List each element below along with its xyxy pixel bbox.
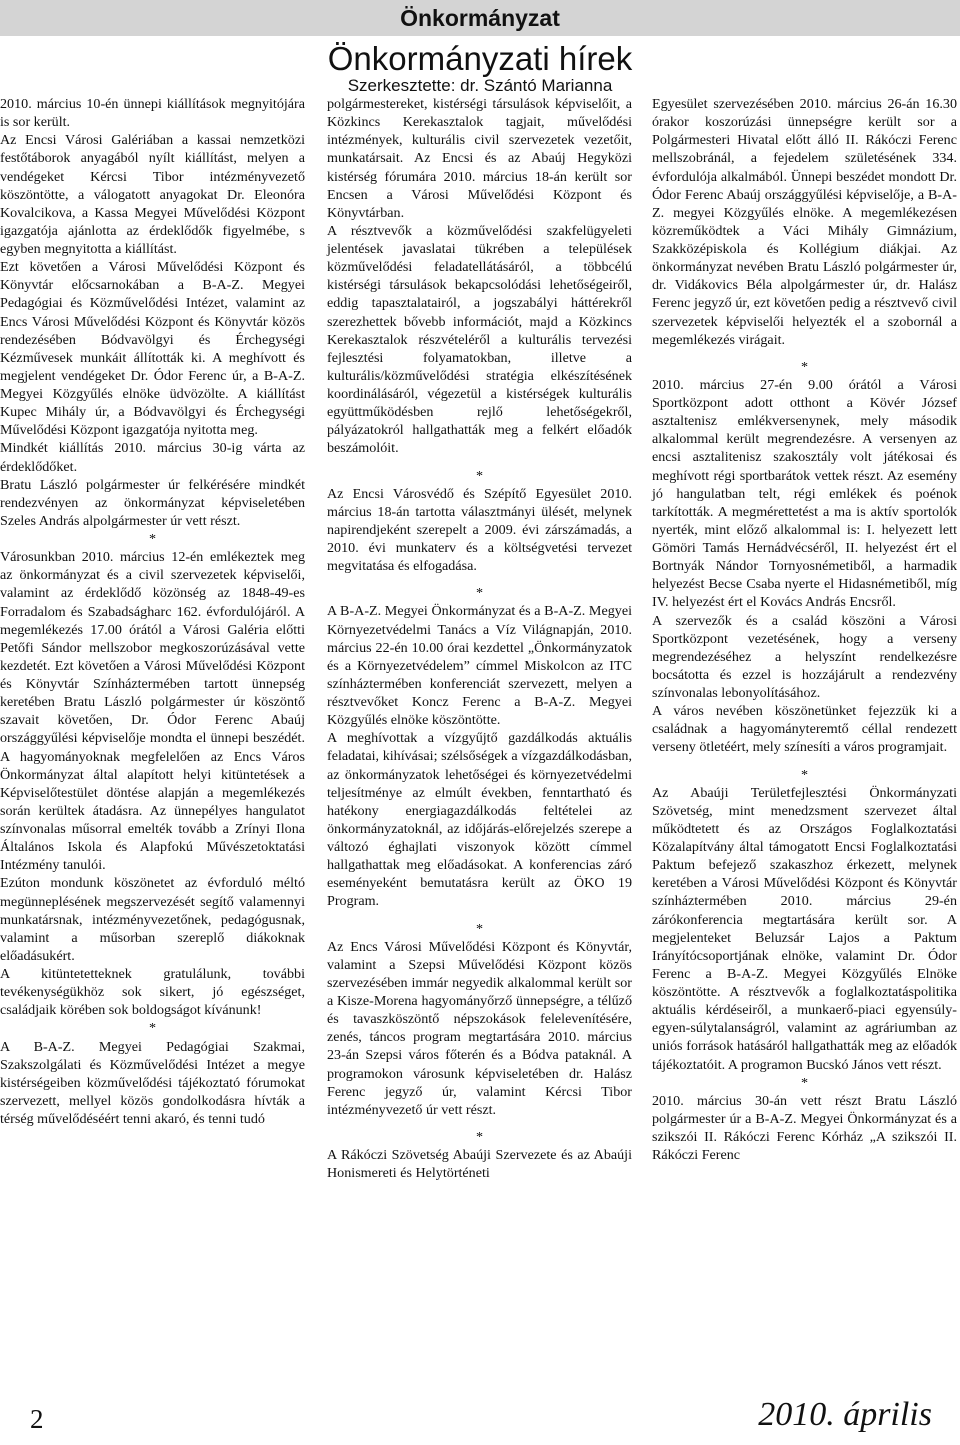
paragraph: polgármestereket, kistérségi társulások képviselőit, a Közkincs Kerekasztalok tagjait, művelődési intézmények, kulturális civil szervezetek vezetőit, munkatársait. Az Encsi és az Abaúj Hegyközi kistérség fórumára 2010. március 18-án került sor Encsen a Városi Művelődési Központ és Könyvtárban. — [327, 96, 632, 221]
section-separator: * — [475, 585, 484, 602]
section-name: Önkormányzat — [400, 4, 560, 31]
section-separator: * — [800, 766, 809, 783]
paragraph: 2010. március 27-én 9.00 órától a Városi Sportközpont adott otthont a Kövér József asztaltenisz emlékversenynek, mely második alkalommal került megrendezésre. A versenyen az encsi asztalitenisz szakosztály volt játékosai és meghívott régi sportbarátok vettek részt. Az esemény jó hangulatban telt, régi emlékek és poénok tarkították. A megmérettetést a ma is aktív sportolók nyerték, mint előző alkalommal is: I. helyezett lett Gömöri Tamás Hernádvécséről, II. helyezést ért el Bortnyák Nándor Tornyosnémetiből, a harmadik helyezést Becse Csaba nyerte el Hidasnémetiből, míg IV. helyezést ért el Kovács András Encsről. — [652, 376, 957, 611]
page-number: 2 — [30, 1404, 44, 1434]
article-column-right — [652, 95, 957, 1164]
paragraph: Az Encs Városi Művelődési Központ és Könyvtár, valamint a Szepsi Művelődési Központ közös szervezésében immár negyedik alkalommal került sor a Kisze-Morena hagyományőrző ünnepségre, a télűző és tavaszköszöntő népszokások felelevenítésére, zenés, táncos program megtartására 2010. március 23-án Szepsi város főterén és a Bódva pataknál. A programokon városunk képviseletében dr. Halász Ferenc jegyző úr, valamint Kércsi Tibor intézményvezető úr vett részt. — [327, 938, 632, 1118]
paragraph: A kitüntetetteknek gratulálunk, további tevékenységükhöz sok sikert, jó egészséget, családjaik körében sok boldogságot kívánunk! — [0, 966, 305, 1019]
paragraph: A B-A-Z. Megyei Önkormányzat és a B-A-Z. Megyei Környezetvédelmi Tanács a Víz Világnapján, 2010. március 22-én 10.00 órai kezdettel „Önkormányzatok és a Környezetvédelem” címmel Miskolcon az ITC színháztermében konferenciát szervezett, melyen a résztvevőket Koncz Ferenc a B-A-Z. Megyei Közgyűlés elnöke köszöntötte. — [327, 603, 632, 729]
section-separator: * — [475, 467, 484, 484]
paragraph: A város nevében köszönetünket fejezzük ki a családnak a hagyományteremtő céllal rendezett verseny ötletéért, mely színesíti a város programjait. — [652, 703, 957, 756]
section-separator: * — [800, 1074, 809, 1091]
paragraph: Városunkban 2010. március 12-én emlékeztek meg az önkormányzat és a civil szervezetek képviselői, valamint az érdeklődő közönség az 1848-49-es Forradalom és Szabadságharc 162. évfordulójáról. A megemlékezés 17.00 órától a Városi Galéria előtti Petőfi Sándor mellszobor megkoszorúzásával vette kezdetét. Ezt követően a Városi Művelődési Központ és Könyvtár Színháztermében tartott ünnepség keretében Bratu László polgármester úr köszöntő szavait követően, Dr. Ódor Ferenc Abaúj országgyűlési képviselője mondta el ünnepi beszédét. A hagyományoknak megfelelően az Encs Város Önkormányzat által alapított helyi kitüntetések a Képviselőtestület döntése alapján a megemlékezés során kerültek átadásra. Az ünnepélyes hangulatot színvonalas műsorral emelték tovább a Zrínyi Ilona Általános Iskola és Alapfokú Művészetoktatási Intézmény tanulói. — [0, 549, 305, 874]
paragraph: A Rákóczi Szövetség Abaúji Szervezete és az Abaúji Honismereti és Helytörténeti — [327, 1147, 632, 1182]
paragraph: Ezt követően a Városi Művelődési Központ és Könyvtár előcsarnokában a B-A-Z. Megyei Pedagógiai és Közművelődési Intézet, valamint az Encs Városi Művelődési Központ és Könyvtár közös rendezésében Bódvavölgyi és Érchegységi Kézművesek munkáit állították ki. A meghívott és megjelent vendégeket Dr. Ódor Ferenc úr, a B-A-Z. Megyei Közgyűlés elnöke üdvözölte. A kiállítást Kupec Mihály úr, a Bódvavölgyi és Érchegységi Művelődési Központ igazgatója nyitotta meg. — [0, 259, 305, 439]
paragraph: A meghívottak a vízgyűjtő gazdálkodás aktuális feladatai, kihívásai; szélsőségek a vízgazdálkodásban, az önkormányzatok lehetőségei és környezetvédelmi teljesítménye az elmúlt években, fenntartható és hatékony energiagazdálkodás feltételei az önkormányzatoknál, az időjárás-előrejelzés szerepe a változó éghajlati viszonyok között címmel hallgathattak meg előadásokat. A konferencias záró eseményeként bemutatásra került az ÖKO 19 Program. — [327, 730, 632, 910]
paragraph: Mindkét kiállítás 2010. március 30-ig várta az érdeklődőket. — [0, 440, 305, 475]
section-separator: * — [148, 531, 157, 547]
section-separator: * — [148, 1020, 157, 1037]
article-column-middle — [327, 95, 632, 1182]
paragraph: 2010. március 10-én ünnepi kiállítások megnyitójára is sor került. — [0, 96, 305, 131]
paragraph: Az Encsi Városvédő és Szépítő Egyesület 2010. március 18-án tartotta választmányi ülését, melynek napirendjeként szerepelt a 2009. évi zárszámadás, a 2010. évi munkaterv és a költségvetési tervezet megvitatása és elfogadása. — [327, 485, 632, 575]
paragraph: Egyesület szervezésében 2010. március 26-án 16.30 órakor koszorúzási ünnepségre került sor a Polgármesteri Hivatal előtt álló II. Rákóczi Ferenc mellszobránál, a fejedelem születésének 334. évfordulója alkalmából. Ünnepi beszédet mondott Dr. Ódor Ferenc Abaúj országgyűlési képviselője, a B-A-Z. megyei Közgyűlés elnöke. A megemlékezésen közreműködtek a Váci Mihály Gimnázium, Szakközépiskola és Kollégium diákjai. Az önkormányzat nevében Bratu László polgármester úr, dr. Vidákovics Béla alpolgármester úr, dr. Halász Ferenc jegyző úr, ezt követően pedig a résztvevő civil szervezetek képviselői helyezték el a szobornál a megemlékezés virágait. — [652, 96, 957, 348]
paragraph: A B-A-Z. Megyei Pedagógiai Szakmai, Szakszolgálati és Közművelődési Intézet a megye kistérségeiben közművelődési tájékoztató fórumokat szervezett, mellyel közös gondolkodásra hívták a térség művelődéséért tenni akaró, és tenni tudó — [0, 1038, 305, 1127]
editor-credit: Szerkesztette: dr. Szántó Marianna — [347, 76, 613, 95]
section-separator: * — [475, 920, 484, 937]
paragraph: Ezúton mondunk köszönetet az évforduló méltó megünneplésének megszervezését segítő valamennyi munkatársnak, intézményvezetőnek, pedagógusnak, valamint a műsorban szereplő diákoknak előadásukért. — [0, 875, 305, 964]
paragraph: Bratu László polgármester úr felkérésére mindkét rendezvényen az önkormányzat képviseletében Szeles András alpolgármester úr vett részt. — [0, 476, 305, 529]
paragraph: A résztvevők a közművelődési szakfelügyeleti jelentések javaslatai tükrében a települések közművelődési feladatellátásáról, a többcélú kistérségi társulások bekapcsolódási lehetőségeiről, eddig tapasztalatairól, a jogszabályi háttérekről szerezhettek bővebb információt, majd a Közkincs Kerekasztalok részvételéről a kulturális tervezési fejlesztési folyamatokban, illetve a kulturális/közművelődési stratégia elkészítésének koordinálásáról, végezetül a kistérségek kulturális együttműködésben rejlő lehetőségekről, pályázatokról hallgathatták meg a felkért előadók beszámolóit. — [327, 222, 632, 457]
article-column-left — [0, 95, 305, 1128]
paragraph: A szervezők és a család köszöni a Városi Sportközpont vezetésének, hogy a verseny megrendezéséhez a helyszínt rendelkezésre bocsátotta és ezzel is hozzájárult a rendezvény színvonalas lebonyolításához. — [652, 612, 957, 701]
paragraph: Az Abaúji Területfejlesztési Önkormányzati Szövetség, mint menedzsment szervezet által működtetett és az Országos Foglalkoztatási Közalapítvány által támogatott Encsi Foglalkoztatási Paktum befejező szakaszhoz érkezett, melynek keretében a Városi Művelődési Központ és Könyvtár színháztermében 2010. március 29-én zárókonferencia megtartására került sor. A megjelenteket Beluzsár Lajos a Paktum Irányítócsoportjának elnöke, valamint Dr. Ódor Ferenc a B-A-Z. Megyei Közgyűlés Elnöke köszöntötte. A résztvevők a foglalkoztatáspolitika aktuális kérdéseiről, a munkaerő-piaci egyensúly-egyen-súlytalanságról, valamint az agráriumban az uniós források hatásáról hallgathatták meg az előadók tájékoztatóit. A programon Bucskó János vett részt. — [652, 784, 957, 1073]
section-header-bar — [0, 0, 960, 36]
page-title: Önkormányzati hírek — [327, 40, 633, 77]
section-separator: * — [475, 1128, 484, 1145]
paragraph: Az Encsi Városi Galériában a kassai nemzetközi festőtáborok anyagából nyílt kiállítást, melyen a vendégeket Kércsi Tibor intézményvezető köszöntötte, a válogatott anyagokat Dr. Eleonóra Kovalcikova, a Kassa Megyei Művelődési Központ igazgatója ajánlotta az érdeklődők figyelmébe, s egyben megnyitotta a kiállítást. — [0, 132, 305, 257]
paragraph: 2010. március 30-án vett részt Bratu László polgármester úr a B-A-Z. Megyei Önkormányzat és a szikszói II. Rákóczi Ferenc Kórház „A szikszói II. Rákóczi Ferenc — [652, 1092, 957, 1164]
issue-date: 2010. április — [758, 1396, 932, 1433]
section-separator: * — [800, 358, 809, 375]
